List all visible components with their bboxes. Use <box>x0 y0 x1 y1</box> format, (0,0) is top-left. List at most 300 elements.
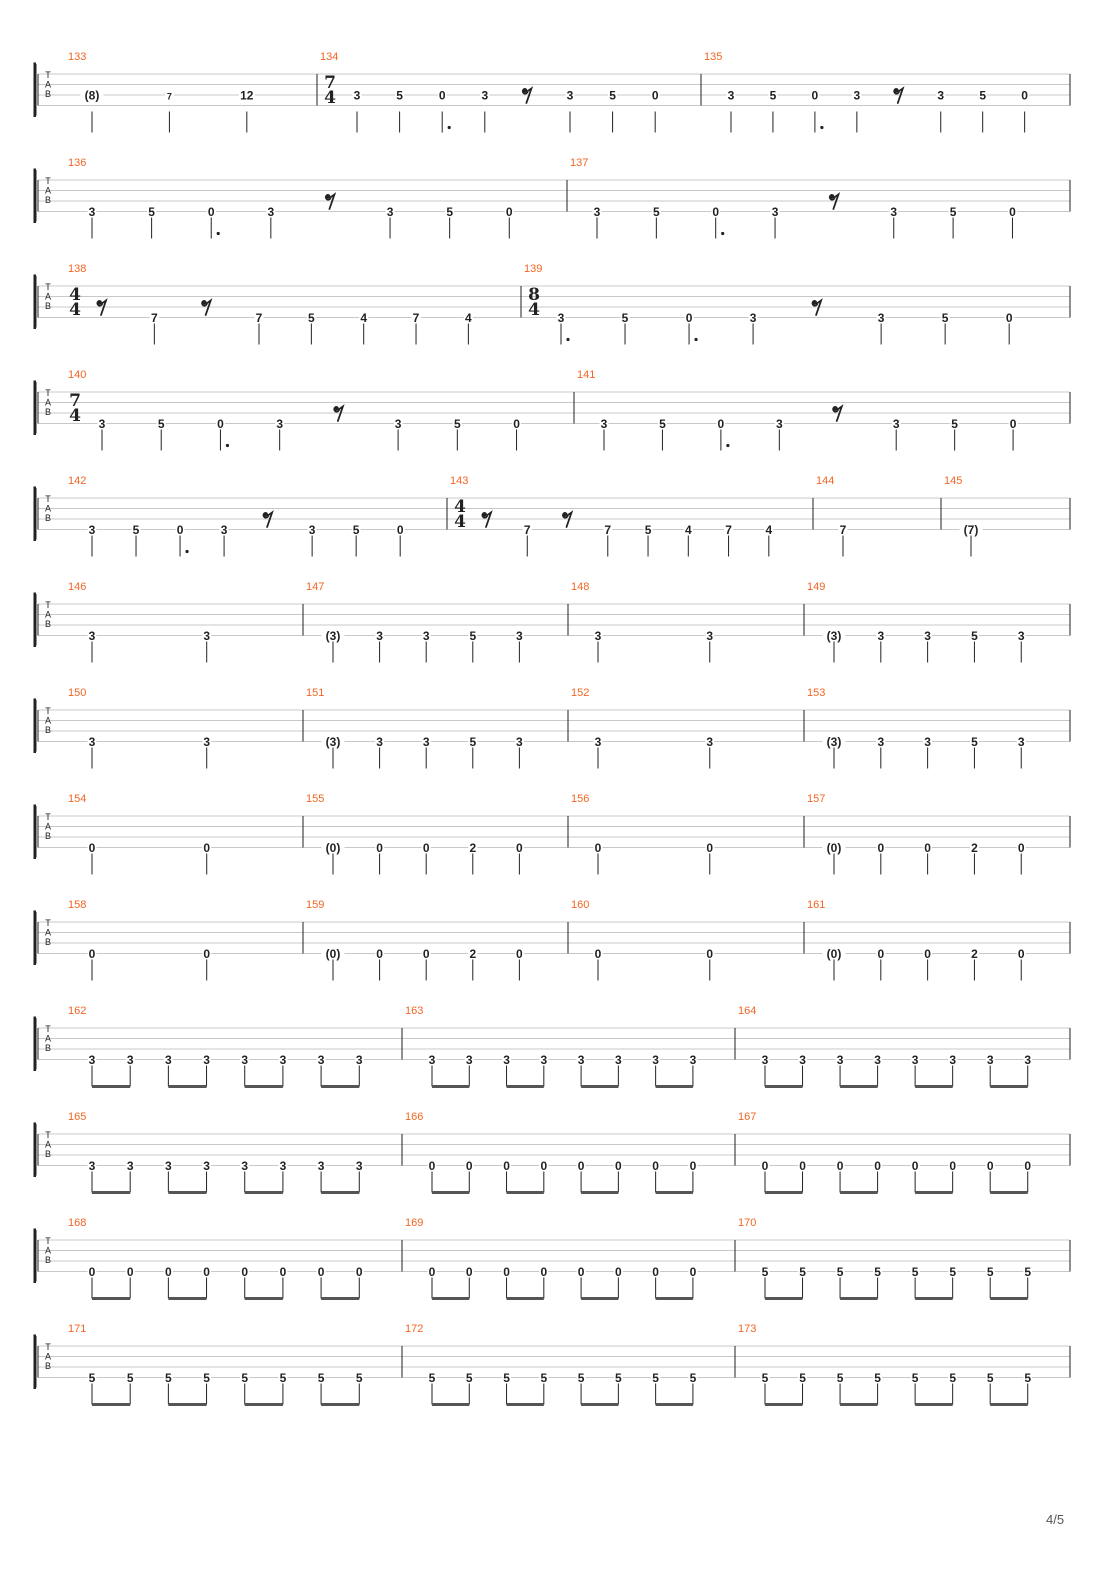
fret-number: 3 <box>98 417 106 431</box>
measure <box>807 687 1026 769</box>
fret-number: 0 <box>924 841 931 855</box>
measure <box>68 581 211 663</box>
fret-number: 7 <box>725 523 732 537</box>
fret-number: 5 <box>941 311 949 325</box>
fret-number: 5 <box>469 629 477 643</box>
measure-number: 142 <box>68 475 87 487</box>
eighth-rest-dot <box>563 512 568 517</box>
measure-number: 141 <box>577 369 596 381</box>
measure-number: 151 <box>306 687 325 699</box>
fret-number: 3 <box>749 311 757 325</box>
fret-number: 3 <box>911 1053 919 1067</box>
fret-number: 3 <box>600 417 608 431</box>
fret-number: 0 <box>706 841 714 855</box>
time-signature-top: 7 <box>69 391 81 411</box>
tab-system <box>35 263 1070 345</box>
fret-number: 3 <box>203 735 211 749</box>
fret-number: 0 <box>88 947 96 961</box>
measure <box>68 1217 364 1299</box>
fret-number: 2 <box>971 947 978 961</box>
measure <box>306 793 524 875</box>
fret-number: 5 <box>446 205 454 219</box>
fret-number: 5 <box>165 1371 172 1385</box>
system-bracket <box>35 594 36 646</box>
fret-number: 0 <box>615 1265 622 1279</box>
fret-number: 0 <box>811 88 819 103</box>
fret-number: 3 <box>267 205 275 219</box>
measure-number: 138 <box>68 263 87 275</box>
fret-number: 3 <box>88 629 96 643</box>
fret-number: 5 <box>911 1265 919 1279</box>
dot <box>721 232 724 235</box>
fret-number: 3 <box>276 417 284 431</box>
fret-number: 5 <box>126 1371 134 1385</box>
fret-number: 4 <box>465 311 472 325</box>
measure-number: 149 <box>807 581 826 593</box>
fret-number: 5 <box>132 523 140 537</box>
fret-number: 3 <box>165 1159 172 1173</box>
fret-number: 5 <box>799 1265 806 1279</box>
dot <box>185 550 188 553</box>
tab-clef-letter: T <box>45 388 51 398</box>
fret-number: 12 <box>240 88 254 103</box>
measure-number: 136 <box>68 157 87 169</box>
fret-number: 5 <box>653 205 660 219</box>
fret-number: 0 <box>877 841 885 855</box>
measure-number: 165 <box>68 1111 87 1123</box>
fret-number: 0 <box>217 417 224 431</box>
fret-number: 3 <box>877 629 885 643</box>
fret-number: 0 <box>594 947 602 961</box>
fret-number: 3 <box>353 88 361 103</box>
fret-number: (0) <box>826 841 842 855</box>
fret-number: 5 <box>241 1371 249 1385</box>
measure-number: 170 <box>738 1217 757 1229</box>
fret-number: 3 <box>689 1053 697 1067</box>
tab-clef-letter: A <box>44 185 52 196</box>
measure-number: 171 <box>68 1323 87 1335</box>
fret-number: 0 <box>717 417 725 431</box>
fret-number: 3 <box>317 1159 325 1173</box>
fret-number: 3 <box>422 735 430 749</box>
fret-number: 0 <box>279 1265 287 1279</box>
fret-number: 3 <box>594 735 602 749</box>
measure <box>68 899 211 981</box>
fret-number: 3 <box>877 735 885 749</box>
time-signature-top: 4 <box>454 497 466 517</box>
fret-number: 0 <box>505 205 513 219</box>
tab-clef-letter: T <box>45 1236 51 1246</box>
tab-system <box>35 1323 1070 1405</box>
fret-number: 0 <box>540 1265 548 1279</box>
fret-number: (0) <box>325 841 341 855</box>
measure-number: 155 <box>306 793 325 805</box>
fret-number: 5 <box>769 88 777 103</box>
fret-number: 5 <box>949 1371 957 1385</box>
fret-number: 3 <box>1017 629 1025 643</box>
fret-number: 0 <box>176 523 184 537</box>
fret-number: 0 <box>428 1265 436 1279</box>
fret-number: 3 <box>394 417 402 431</box>
measure <box>571 687 714 769</box>
fret-number: 5 <box>148 205 155 219</box>
fret-number: 0 <box>652 1159 659 1173</box>
fret-number: 0 <box>516 841 523 855</box>
eighth-rest-dot <box>482 512 487 517</box>
fret-number: 0 <box>1021 88 1028 103</box>
fret-number: 3 <box>126 1053 134 1067</box>
measure <box>405 1005 697 1087</box>
fret-number: 5 <box>951 417 958 431</box>
measure-number: 139 <box>524 263 543 275</box>
fret-number: 3 <box>892 417 900 431</box>
tab-clef-letter: T <box>45 70 51 80</box>
tab-clef-letter: T <box>45 1024 51 1034</box>
measure-number: 140 <box>68 369 87 381</box>
fret-number: 3 <box>516 735 523 749</box>
fret-number: 3 <box>594 629 602 643</box>
measure <box>738 1005 1032 1087</box>
fret-number: 3 <box>308 523 316 537</box>
fret-number: 5 <box>279 1371 287 1385</box>
measure <box>704 51 1029 133</box>
measure <box>807 581 1026 663</box>
tab-system <box>35 793 1070 875</box>
measure-number: 168 <box>68 1217 87 1229</box>
tab-clef-letter: A <box>44 1139 52 1150</box>
measure <box>738 1323 1032 1405</box>
fret-number: 5 <box>949 205 957 219</box>
fret-number: 3 <box>465 1053 473 1067</box>
fret-number: 0 <box>203 947 211 961</box>
measure <box>405 1323 697 1405</box>
tab-clef-letter: T <box>45 1342 51 1352</box>
measure <box>405 1217 697 1299</box>
tab-clef-letter: A <box>44 397 52 408</box>
fret-number: 5 <box>1024 1371 1032 1385</box>
tab-clef-letter: T <box>45 706 51 716</box>
measure <box>68 687 211 769</box>
fret-number: 3 <box>355 1053 363 1067</box>
tab-clef-letter: A <box>44 715 52 726</box>
fret-number: 5 <box>428 1371 436 1385</box>
fret-number: 3 <box>937 88 945 103</box>
fret-number: 5 <box>203 1371 210 1385</box>
tab-clef-letter: B <box>44 89 52 99</box>
measure <box>306 687 524 769</box>
fret-number: 3 <box>706 735 714 749</box>
tab-clef-letter: T <box>45 1130 51 1140</box>
tab-system <box>35 899 1070 981</box>
dot <box>566 338 569 341</box>
measure <box>68 1111 364 1193</box>
fret-number: 0 <box>165 1265 172 1279</box>
time-signature-bottom: 4 <box>69 406 81 426</box>
fret-number: 5 <box>761 1265 769 1279</box>
tab-clef-letter: B <box>44 937 52 947</box>
tab-clef-letter: T <box>45 600 51 610</box>
fret-number: 5 <box>652 1371 659 1385</box>
fret-number: 0 <box>836 1159 844 1173</box>
fret-number: 3 <box>540 1053 548 1067</box>
fret-number: 0 <box>924 947 931 961</box>
fret-number: 0 <box>652 1265 659 1279</box>
fret-number: 0 <box>355 1265 363 1279</box>
fret-number: (3) <box>826 629 842 643</box>
tab-clef-letter: B <box>44 619 52 629</box>
fret-number: 2 <box>469 947 477 961</box>
tab-clef-letter: B <box>44 1043 52 1053</box>
measure <box>405 1111 697 1193</box>
fret-number: 3 <box>652 1053 659 1067</box>
measure-number: 156 <box>571 793 590 805</box>
fret-number: 0 <box>689 1265 697 1279</box>
fret-number: 3 <box>615 1053 622 1067</box>
tab-clef-letter: T <box>45 812 51 822</box>
fret-number: 5 <box>986 1371 994 1385</box>
fret-number: 0 <box>422 841 430 855</box>
measure-number: 134 <box>320 51 339 63</box>
fret-number: 0 <box>207 205 215 219</box>
time-signature-top: 4 <box>69 285 81 305</box>
fret-number: 5 <box>836 1371 844 1385</box>
fret-number: 0 <box>241 1265 249 1279</box>
fret-number: 4 <box>765 523 773 537</box>
fret-number: (3) <box>325 735 341 749</box>
fret-number: 3 <box>241 1159 249 1173</box>
tab-system <box>35 369 1070 451</box>
tab-clef-letter: A <box>44 821 52 832</box>
fret-number: 3 <box>88 1159 96 1173</box>
measure <box>68 1323 364 1405</box>
measure <box>524 263 1014 345</box>
measure <box>68 263 473 345</box>
measure-number: 137 <box>570 157 589 169</box>
tab-clef-letter: B <box>44 1255 52 1265</box>
fret-number: (8) <box>84 88 100 103</box>
fret-number: 0 <box>615 1159 622 1173</box>
fret-number: (3) <box>325 629 341 643</box>
measure-number: 164 <box>738 1005 757 1017</box>
measure <box>570 157 1017 239</box>
fret-number: 5 <box>355 1371 363 1385</box>
measure <box>807 793 1026 875</box>
fret-number: 0 <box>503 1159 510 1173</box>
fret-number: 5 <box>615 1371 622 1385</box>
fret-number: 3 <box>727 88 735 103</box>
tab-clef-letter: B <box>44 513 52 523</box>
eighth-rest-dot <box>894 88 899 93</box>
tab-system <box>35 1005 1070 1087</box>
fret-number: 0 <box>540 1159 548 1173</box>
fret-number: 3 <box>279 1159 287 1173</box>
fret-number: 0 <box>516 947 523 961</box>
measure-number: 166 <box>405 1111 424 1123</box>
fret-number: 3 <box>203 1159 210 1173</box>
fret-number: 3 <box>853 88 861 103</box>
measure <box>571 793 714 875</box>
measure-number: 161 <box>807 899 826 911</box>
time-signature-bottom: 4 <box>528 300 540 320</box>
measure-number: 153 <box>807 687 826 699</box>
fret-number: 4 <box>684 523 692 537</box>
measure-number: 154 <box>68 793 87 805</box>
eighth-rest-dot <box>334 406 339 411</box>
fret-number: 3 <box>126 1159 134 1173</box>
time-signature-top: 8 <box>528 285 540 305</box>
fret-number: 5 <box>971 629 978 643</box>
measure-number: 133 <box>68 51 87 63</box>
eighth-rest-dot <box>326 194 331 199</box>
fret-number: 2 <box>971 841 978 855</box>
fret-number: 0 <box>88 841 96 855</box>
fret-number: 3 <box>376 629 383 643</box>
tab-clef-letter: A <box>44 291 52 302</box>
system-bracket <box>35 912 36 964</box>
tab-system <box>35 51 1070 133</box>
eighth-rest-dot <box>812 300 817 305</box>
fret-number: 5 <box>659 417 666 431</box>
fret-number: 0 <box>376 841 383 855</box>
fret-number: 5 <box>799 1371 806 1385</box>
fret-number: 0 <box>203 1265 210 1279</box>
fret-number: 3 <box>503 1053 510 1067</box>
fret-number: 0 <box>761 1159 769 1173</box>
fret-number: 0 <box>1005 311 1013 325</box>
tab-clef-letter: B <box>44 407 52 417</box>
fret-number: 3 <box>317 1053 325 1067</box>
tab-clef-letter: A <box>44 1245 52 1256</box>
dot <box>217 232 220 235</box>
fret-number: 5 <box>503 1371 510 1385</box>
measure-number: 159 <box>306 899 325 911</box>
fret-number: 3 <box>386 205 394 219</box>
fret-number: 3 <box>203 629 211 643</box>
fret-number: 4 <box>360 311 368 325</box>
measure <box>68 51 255 133</box>
system-bracket <box>35 64 36 116</box>
eighth-rest-dot <box>263 512 268 517</box>
fret-number: 5 <box>689 1371 697 1385</box>
time-signature-bottom: 4 <box>324 88 336 108</box>
fret-number: 3 <box>203 1053 210 1067</box>
fret-number: 7 <box>604 523 612 537</box>
fret-number: 0 <box>712 205 720 219</box>
fret-number: 0 <box>438 88 446 103</box>
system-bracket <box>35 806 36 858</box>
fret-number: 0 <box>422 947 430 961</box>
fret-number: 7 <box>255 311 263 325</box>
measure-number: 157 <box>807 793 826 805</box>
measure <box>68 475 405 557</box>
measure-number: 135 <box>704 51 723 63</box>
fret-number: 5 <box>609 88 616 103</box>
fret-number: 5 <box>577 1371 585 1385</box>
fret-number: 3 <box>924 629 931 643</box>
measure-number: 150 <box>68 687 87 699</box>
fret-number: 0 <box>1017 841 1025 855</box>
tab-clef-letter: A <box>44 79 52 90</box>
fret-number: 3 <box>836 1053 844 1067</box>
eighth-rest-dot <box>202 300 207 305</box>
fret-number: 2 <box>469 841 477 855</box>
fret-number: 5 <box>465 1371 473 1385</box>
fret-number: 3 <box>279 1053 287 1067</box>
tab-system <box>35 687 1070 769</box>
fret-number: 5 <box>986 1265 994 1279</box>
system-bracket <box>35 1018 36 1070</box>
fret-number: (7) <box>963 523 979 537</box>
fret-number: 0 <box>317 1265 325 1279</box>
fret-number: 0 <box>594 841 602 855</box>
fret-number: 7 <box>166 91 172 102</box>
tab-clef-letter: A <box>44 1351 52 1362</box>
fret-number: 5 <box>469 735 477 749</box>
tab-clef-letter: B <box>44 831 52 841</box>
tab-clef-letter: T <box>45 494 51 504</box>
fret-number: 3 <box>165 1053 172 1067</box>
fret-number: 3 <box>88 523 96 537</box>
measure <box>68 793 211 875</box>
measure-number: 152 <box>571 687 590 699</box>
dot <box>226 444 229 447</box>
tab-clef-letter: A <box>44 609 52 620</box>
fret-number: 5 <box>971 735 978 749</box>
fret-number: 3 <box>481 88 489 103</box>
tab-clef-letter: B <box>44 195 52 205</box>
fret-number: 0 <box>1017 947 1025 961</box>
tab-system <box>35 157 1070 239</box>
fret-number: 0 <box>88 1265 96 1279</box>
system-bracket <box>35 700 36 752</box>
fret-number: 0 <box>689 1159 697 1173</box>
fret-number: 3 <box>593 205 601 219</box>
fret-number: 5 <box>352 523 360 537</box>
eighth-rest-dot <box>97 300 102 305</box>
fret-number: 0 <box>1009 417 1017 431</box>
fret-number: 3 <box>949 1053 957 1067</box>
fret-number: 0 <box>203 841 211 855</box>
tab-clef-letter: B <box>44 725 52 735</box>
fret-number: 3 <box>557 311 565 325</box>
measure-number: 144 <box>816 475 835 487</box>
fret-number: 3 <box>220 523 228 537</box>
fret-number: 0 <box>706 947 714 961</box>
tab-clef-letter: T <box>45 282 51 292</box>
fret-number: 0 <box>126 1265 134 1279</box>
measure <box>577 369 1018 451</box>
fret-number: 5 <box>621 311 629 325</box>
measure <box>68 369 521 451</box>
measure <box>738 1111 1032 1193</box>
tab-system <box>35 475 1070 557</box>
dot <box>726 444 729 447</box>
fret-number: 5 <box>949 1265 957 1279</box>
measure <box>807 899 1026 981</box>
measure-number: 173 <box>738 1323 757 1335</box>
fret-number: 5 <box>1024 1265 1032 1279</box>
fret-number: 0 <box>465 1159 473 1173</box>
fret-number: 5 <box>874 1265 881 1279</box>
time-signature-bottom: 4 <box>69 300 81 320</box>
fret-number: 0 <box>503 1265 510 1279</box>
page-number: 4/5 <box>1046 1512 1065 1527</box>
system-bracket <box>35 1230 36 1282</box>
tab-clef-letter: B <box>44 1149 52 1159</box>
system-bracket <box>35 382 36 434</box>
dot <box>448 126 451 129</box>
fret-number: 3 <box>1024 1053 1032 1067</box>
